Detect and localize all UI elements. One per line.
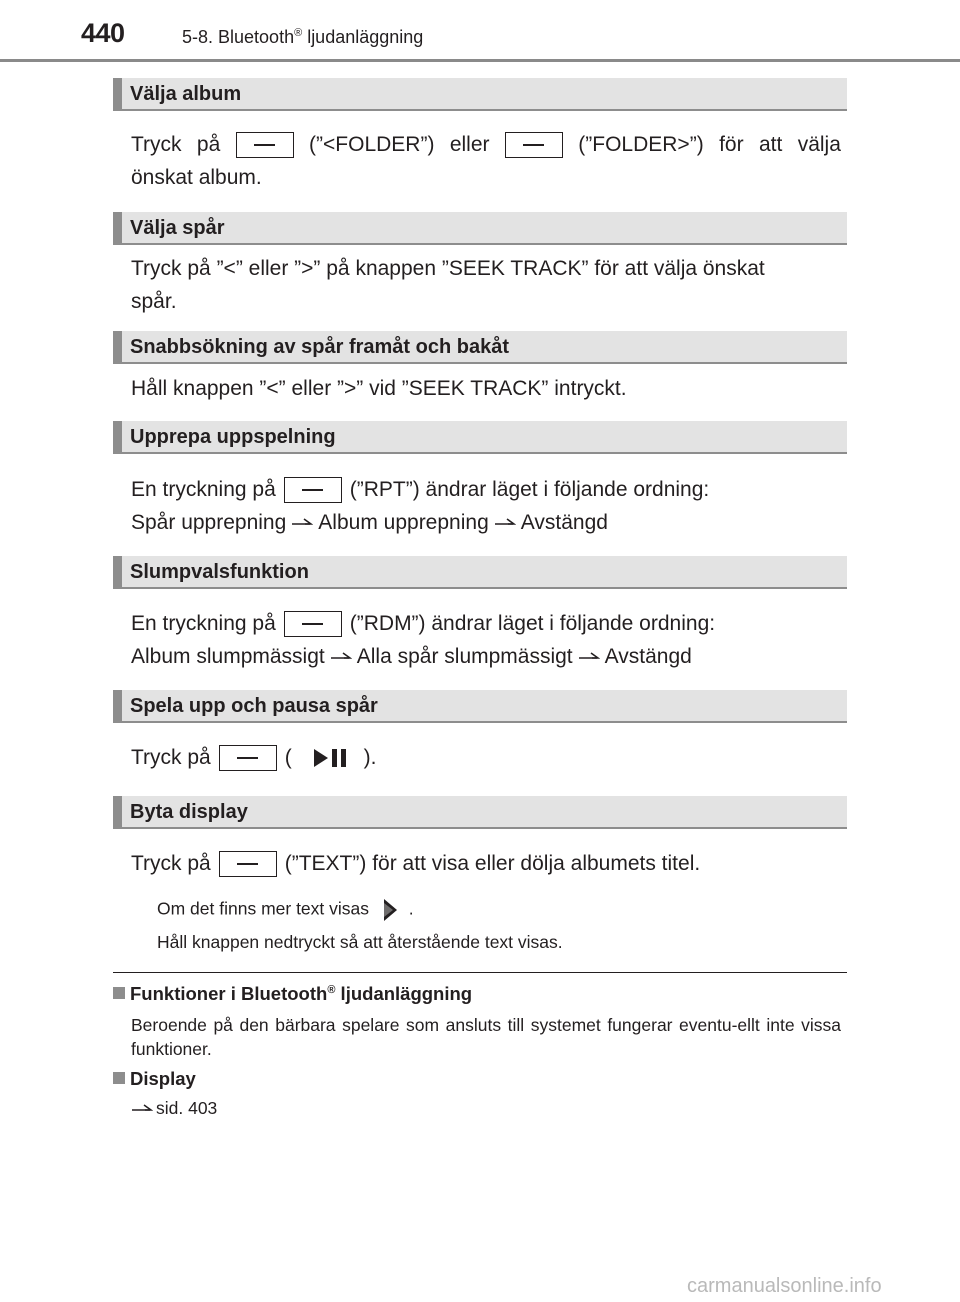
arrow-right-icon [494, 517, 516, 529]
note-heading-functions: Funktioner i Bluetooth® ljudanläggning [113, 983, 472, 1005]
seek-paragraph: Håll knappen ”<” eller ”>” vid ”SEEK TRACK” intryckt. [131, 377, 627, 400]
play-paragraph: Tryck på ( ). [131, 741, 376, 774]
header-divider [0, 59, 960, 62]
random-paragraph: En tryckning på (”RDM”) ändrar läget i följande ordning: [131, 607, 715, 640]
note-body-display [131, 1096, 841, 1120]
square-bullet-icon [113, 987, 125, 999]
arrow-right-icon [131, 1103, 153, 1115]
track-paragraph: Tryck på ”<” eller ”>” på knappen ”SEEK TRACK” för att välja önskat spår. [131, 257, 765, 313]
page-reference-link[interactable]: sid. 403 [156, 1098, 218, 1118]
play-pause-button-icon [219, 745, 277, 771]
album-paragraph: Tryck på (”<FOLDER”) eller (”FOLDER>”) för att välja önskat album. [131, 133, 841, 189]
section-header-track: Välja spår [113, 212, 847, 245]
section-header-seek: Snabbsökning av spår framåt och bakåt [113, 331, 847, 364]
rpt-button-icon [284, 477, 342, 503]
square-bullet-icon [113, 1072, 125, 1084]
folder-down-button-icon [236, 132, 294, 158]
display-paragraph: Tryck på (”TEXT”) för att visa eller dölja albumets titel. [131, 847, 700, 880]
section-header-play: Spela upp och pausa spår [113, 690, 847, 723]
section-header-random: Slumpvalsfunktion [113, 556, 847, 589]
repeat-sequence: Spår upprepning Album upprepning Avstängd [131, 511, 608, 534]
note-heading-display: Display [113, 1068, 196, 1090]
section-header-repeat: Upprepa uppspelning [113, 421, 847, 454]
rdm-button-icon [284, 611, 342, 637]
text-button-icon [219, 851, 277, 877]
random-sequence: Album slumpmässigt Alla spår slumpmässigt Avstängd [131, 645, 692, 668]
chapter-title: 5-8. Bluetooth® ljudanläggning [182, 27, 424, 47]
arrow-right-icon [291, 517, 313, 529]
section-header-display: Byta display [113, 796, 847, 829]
more-text-arrow-icon [382, 898, 400, 922]
watermark: carmanualsonline.info [687, 1275, 882, 1297]
notes-divider [113, 972, 847, 973]
section-header-album: Välja album [113, 78, 847, 111]
display-note-more-text: Om det finns mer text visas . [157, 898, 414, 922]
display-note-hold: Håll knappen nedtryckt så att återstående text visas. [157, 932, 563, 952]
play-pause-icon [312, 747, 352, 769]
arrow-right-icon [578, 651, 600, 663]
page-header [0, 0, 960, 62]
folder-up-button-icon [505, 132, 563, 158]
page-number: 440 [81, 18, 125, 48]
arrow-right-icon [330, 651, 352, 663]
repeat-paragraph: En tryckning på (”RPT”) ändrar läget i följande ordning: [131, 473, 709, 506]
note-body-functions: Beroende på den bärbara spelare som ansluts till systemet fungerar eventu-ellt inte vissa funktioner. [131, 1015, 841, 1059]
